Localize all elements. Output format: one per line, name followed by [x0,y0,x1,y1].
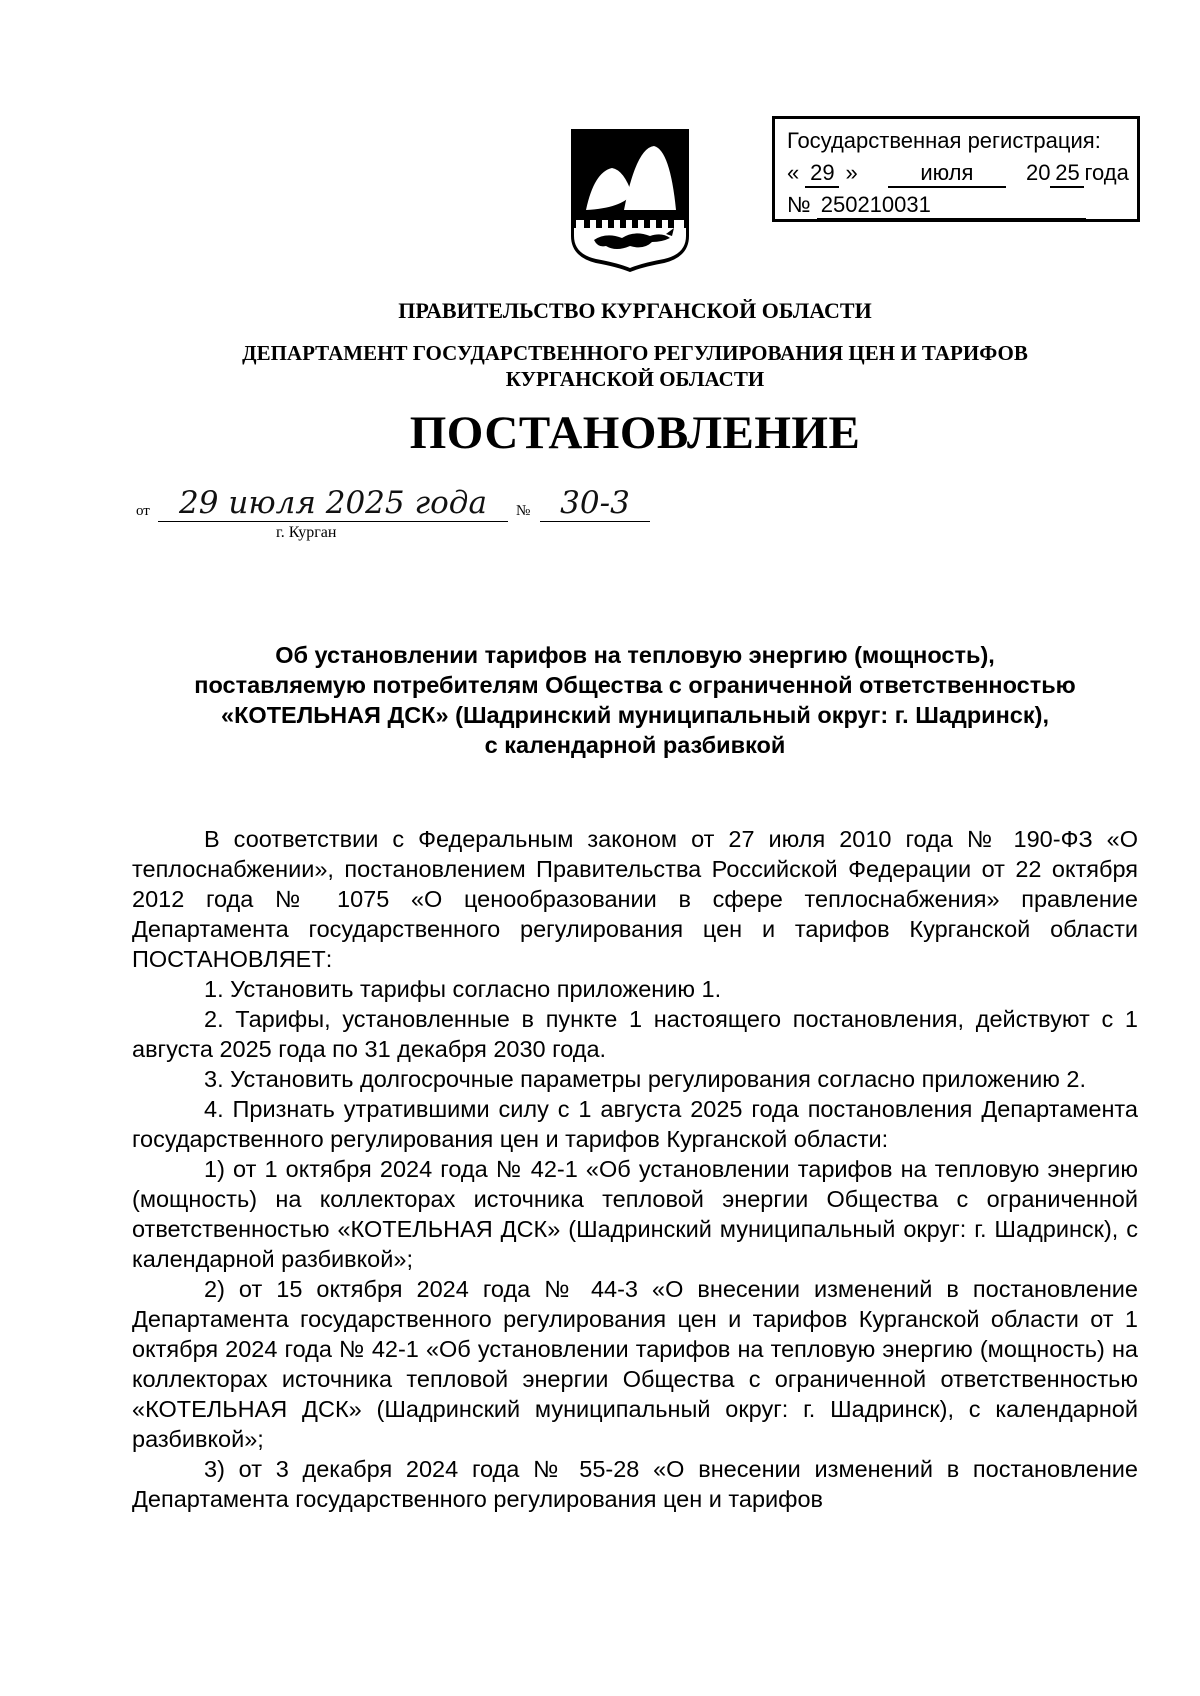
open-quote: « [787,160,800,185]
city-label: г. Курган [276,524,337,541]
number-prefix: № [516,503,531,519]
title-line-4: с календарной разбивкой [484,732,786,758]
registration-day: 29 [805,160,839,188]
registration-year-word: года [1084,160,1129,185]
from-prefix: от [136,503,150,519]
document-type-title: ПОСТАНОВЛЕНИЕ [409,407,861,459]
resolution-title [0,640,1200,760]
body-subitem-2: 2) от 15 октября 2024 года № 44-3 «О внесении изменений в постановление Департамента государственного регулирования цен и тарифов Курганской области от 1 октября 2024 года № 42-1 «Об установлении тарифов на тепловую энергию (мощность) на коллекторах источника тепловой энергии Общества с ограниченной ответственностью «КОТЕЛЬНАЯ ДСК» (Шадринский муниципальный округ: г. Шадринск), с календарной разбивкой»; [132,1276,1138,1452]
title-line-2: поставляемую потребителям Общества с ограниченной ответственностью [194,672,1076,698]
department-header [0,340,1200,392]
body-preamble: В соответствии с Федеральным законом от 27 июля 2010 года № 190-ФЗ «О теплоснабжении», постановлением Правительства Российской Федерации от 22 октября 2012 года № 1075 «О ценообразовании в сфере теплоснабжения» правление Департамента государственного регулирования цен и тарифов Курганской области ПОСТАНОВЛЯЕТ: [132,826,1138,972]
close-quote: » [845,160,858,185]
registration-number-row [787,189,1127,221]
title-line-1: Об установлении тарифов на тепловую энергию (мощность), [275,642,995,668]
registration-month: июля [888,160,1006,188]
resolution-body [132,824,1138,1514]
state-registration-box [772,116,1140,222]
body-item-1: 1. Установить тарифы согласно приложению 1. [204,976,722,1002]
department-line-2: КУРГАНСКОЙ ОБЛАСТИ [505,367,765,391]
registration-label-row [787,125,1127,157]
registration-label: Государственная регистрация: [787,128,1101,153]
government-header: ПРАВИТЕЛЬСТВО КУРГАНСКОЙ ОБЛАСТИ [398,298,872,323]
department-line-1: ДЕПАРТАМЕНТ ГОСУДАРСТВЕННОГО РЕГУЛИРОВАНИЯ ЦЕН И ТАРИФОВ [242,341,1028,365]
handwritten-number: 30-3 [540,485,650,522]
body-item-3: 3. Установить долгосрочные параметры регулирования согласно приложению 2. [204,1066,1086,1092]
kurgan-coat-of-arms-icon [570,128,690,272]
title-line-3: «КОТЕЛЬНАЯ ДСК» (Шадринский муниципальный округ: г. Шадринск), [221,702,1049,728]
registration-year-suffix: 25 [1050,160,1084,188]
registration-date-row [787,157,1127,189]
body-subitem-1: 1) от 1 октября 2024 года № 42-1 «Об установлении тарифов на тепловую энергию (мощность) на коллекторах источника тепловой энергии Общества с ограниченной ответственностью «КОТЕЛЬНАЯ ДСК» (Шадринский муниципальный округ: г. Шадринск), с календарной разбивкой»; [132,1156,1138,1272]
handwritten-date: 29 июля 2025 года [158,485,508,522]
body-subitem-3: 3) от 3 декабря 2024 года № 55-28 «О внесении изменений в постановление Департамента государственного регулирования цен и тарифов [132,1456,1138,1512]
body-item-4: 4. Признать утратившими силу с 1 августа 2025 года постановления Департамента государственного регулирования цен и тарифов Курганской области: [132,1096,1138,1152]
body-item-2: 2. Тарифы, установленные в пункте 1 настоящего постановления, действуют с 1 августа 2025 года по 31 декабря 2030 года. [132,1006,1138,1062]
registration-year-prefix: 20 [1026,160,1051,185]
registration-number-prefix: № [787,192,811,217]
registration-number: 250210031 [817,192,1086,220]
